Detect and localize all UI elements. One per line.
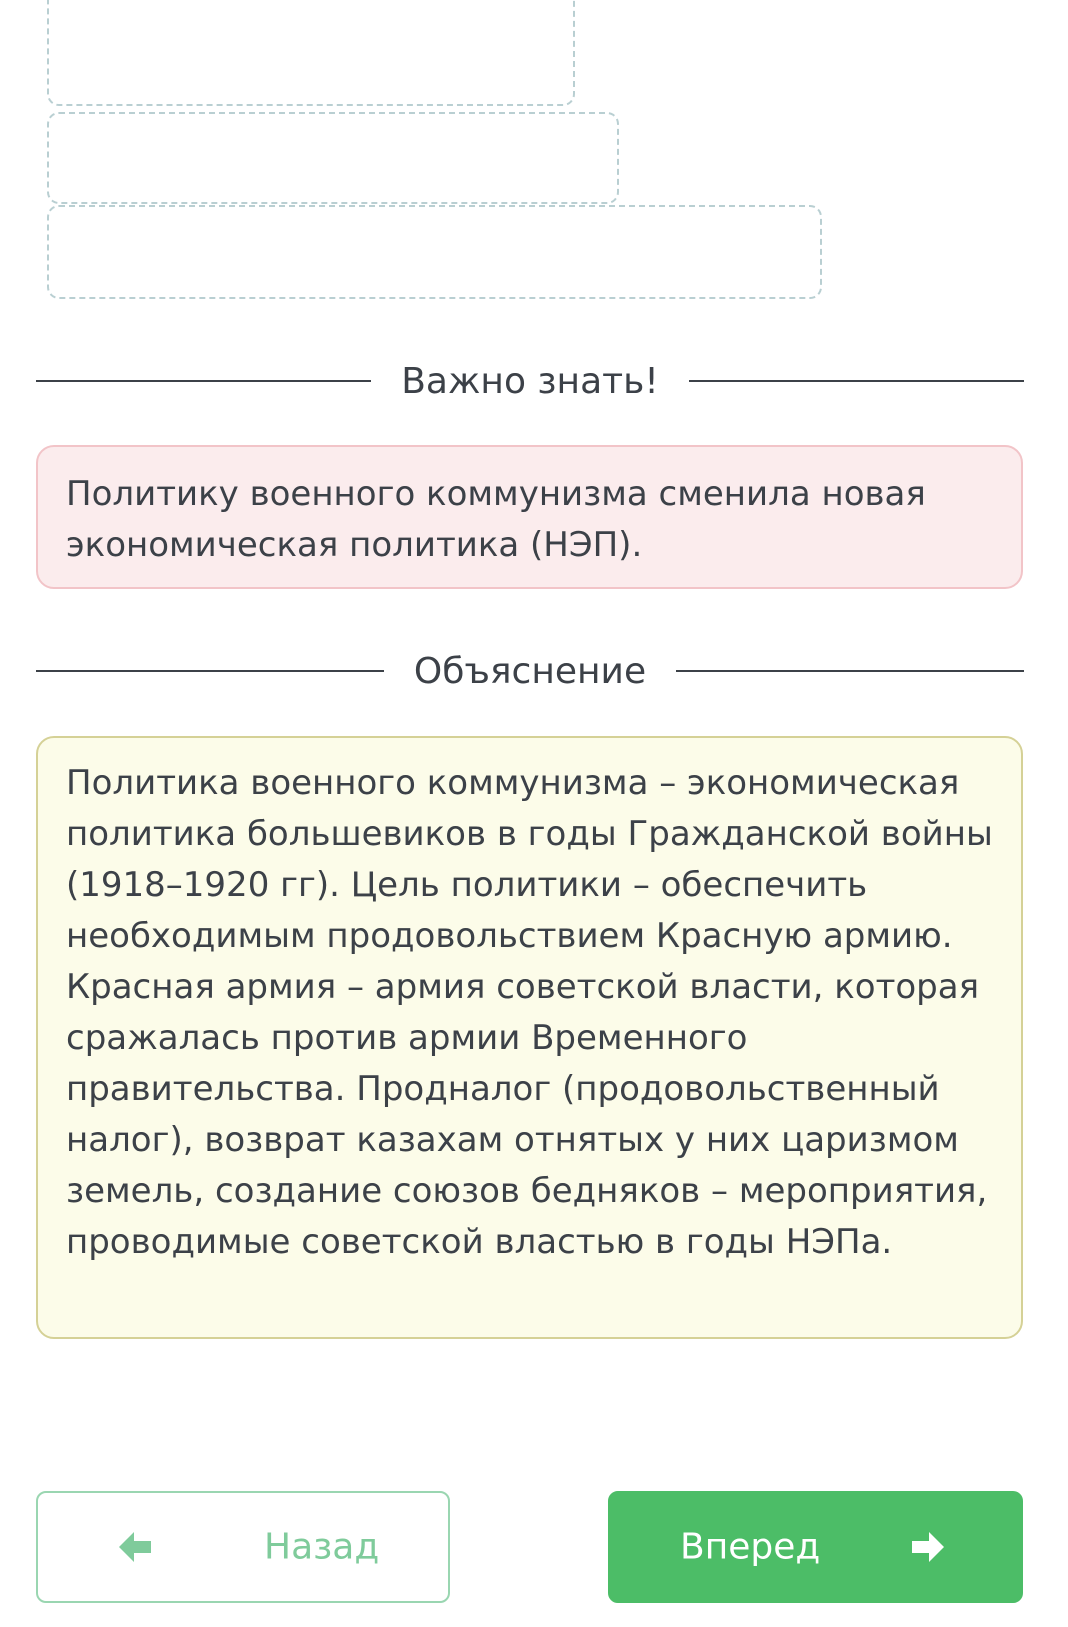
explanation-box xyxy=(36,736,1023,1339)
arrow-right-icon xyxy=(907,1526,949,1568)
forward-button-label: Вперед xyxy=(680,1526,821,1568)
answer-dropzone-1[interactable] xyxy=(47,0,575,106)
answer-dropzone-2[interactable] xyxy=(47,112,619,204)
divider-line-right xyxy=(689,380,1024,382)
important-divider xyxy=(36,351,1024,411)
important-note-text: Политику военного коммунизма сменила новая экономическая политика (НЭП). xyxy=(66,474,926,565)
divider-line-left xyxy=(36,670,384,672)
important-heading: Важно знать! xyxy=(401,360,659,402)
divider-line-right xyxy=(676,670,1024,672)
forward-button[interactable] xyxy=(608,1491,1023,1603)
important-note-box xyxy=(36,445,1023,589)
explanation-text: Политика военного коммунизма – экономическая политика большевиков в годы Гражданской войны (1918–1920 гг). Цель политики – обеспечить необходимым продовольствием Красную армию. Красная армия – армия советской власти, которая сражалась против армии Временного правительства. Продналог (продовольственный налог), возврат казахам отнятых у них царизмом земель, создание союзов бедняков – мероприятия, проводимые советской властью в годы НЭПа. xyxy=(66,763,993,1262)
arrow-left-icon xyxy=(114,1526,156,1568)
explanation-heading: Объяснение xyxy=(413,650,647,692)
divider-line-left xyxy=(36,380,371,382)
answer-dropzone-3[interactable] xyxy=(47,205,822,299)
back-button-label: Назад xyxy=(264,1526,380,1568)
explanation-divider xyxy=(36,641,1024,701)
back-button[interactable] xyxy=(36,1491,450,1603)
